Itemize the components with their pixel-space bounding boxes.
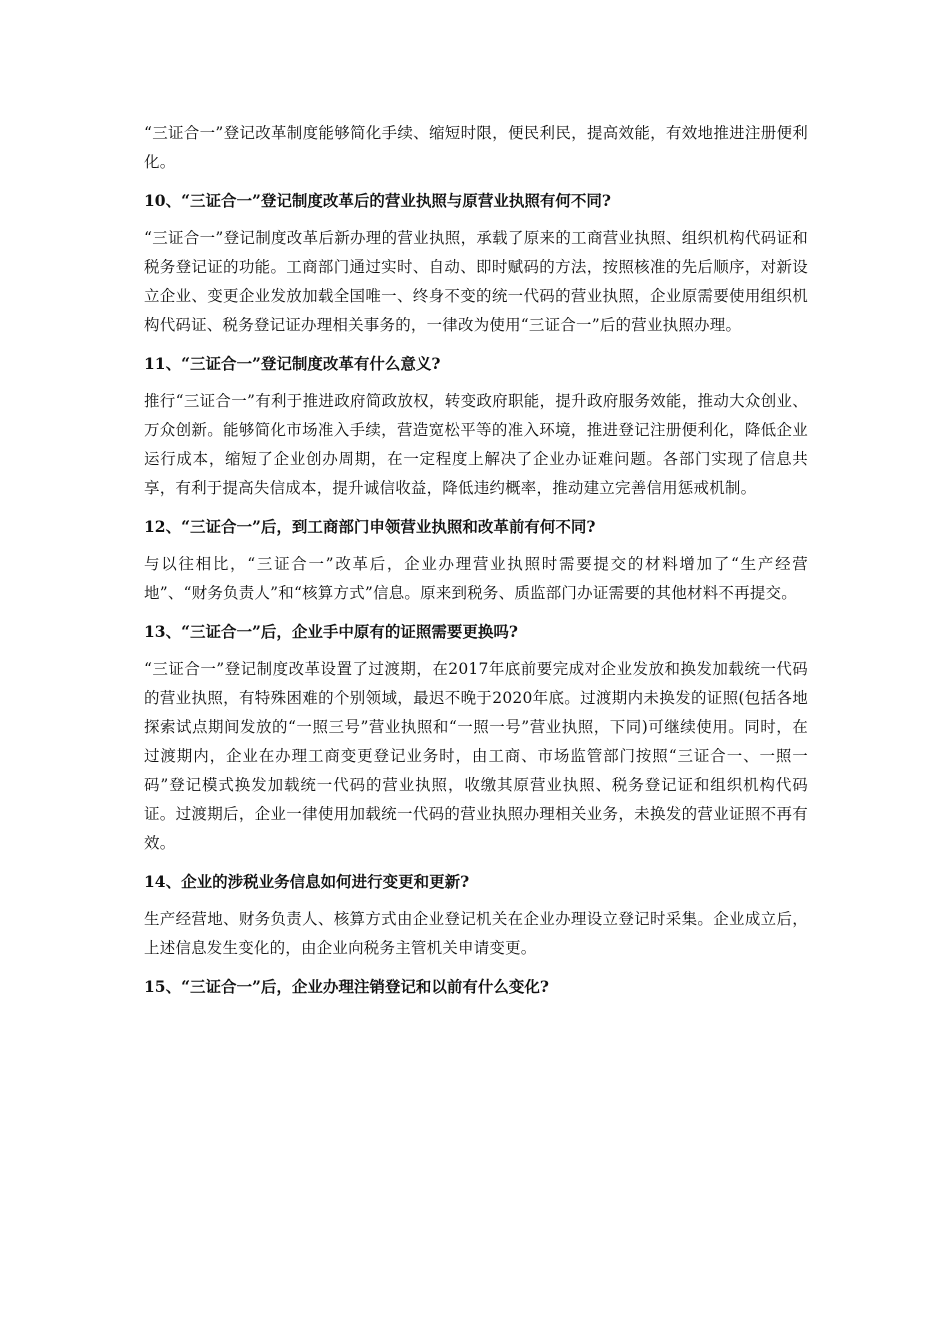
- question-12-heading: 12、“三证合一”后，到工商部门申领营业执照和改革前有何不同?: [144, 517, 596, 536]
- question-14-heading: 14、企业的涉税业务信息如何进行变更和更新?: [144, 872, 470, 891]
- answer-11-paragraph: 推行“三证合一”有利于推进政府简政放权，转变政府职能，提升政府服务效能，推动大众创业、万众创新。能够简化市场准入手续，营造宽松平等的准入环境，推进登记注册便利化，降低企业运行成本，缩短了企业创办周期，在一定程度上解决了企业办证难问题。各部门实现了信息共享，有利于提高失信成本，提升诚信收益，降低违约概率，推动建立完善信用惩戒机制。: [144, 392, 808, 497]
- answer-10-paragraph: “三证合一”登记制度改革后新办理的营业执照，承载了原来的工商营业执照、组织机构代码证和税务登记证的功能。工商部门通过实时、自动、即时赋码的方法，按照核准的先后顺序，对新设立企业、变更企业发放加载全国唯一、终身不变的统一代码的营业执照，企业原需要使用组织机构代码证、税务登记证办理相关事务的，一律改为使用“三证合一”后的营业执照办理。: [144, 229, 808, 334]
- answer-13-paragraph: “三证合一”登记制度改革设置了过渡期，在2017年底前要完成对企业发放和换发加载统一代码的营业执照，有特殊困难的个别领域，最迟不晚于2020年底。过渡期内未换发的证照(包括各地探索试点期间发放的“一照三号”营业执照和“一照一号”营业执照，下同)可继续使用。同时，在过渡期内，企业在办理工商变更登记业务时，由工商、市场监管部门按照“三证合一、一照一码”登记模式换发加载统一代码的营业执照，收缴其原营业执照、税务登记证和组织机构代码证。过渡期后，企业一律使用加载统一代码的营业执照办理相关业务，未换发的营业证照不再有效。: [144, 660, 808, 852]
- document-page: [144, 119, 808, 1010]
- answer-12-paragraph: 与以往相比，“三证合一”改革后，企业办理营业执照时需要提交的材料增加了“生产经营地”、“财务负责人”和“核算方式”信息。原来到税务、质监部门办证需要的其他材料不再提交。: [144, 555, 808, 602]
- intro-paragraph: “三证合一”登记改革制度能够简化手续、缩短时限，便民利民，提高效能，有效地推进注册便利化。: [144, 124, 808, 171]
- question-13-heading: 13、“三证合一”后，企业手中原有的证照需要更换吗?: [144, 622, 518, 641]
- question-10-heading: 10、“三证合一”登记制度改革后的营业执照与原营业执照有何不同?: [144, 191, 611, 210]
- question-11-heading: 11、“三证合一”登记制度改革有什么意义?: [144, 354, 441, 373]
- question-15-heading: 15、“三证合一”后，企业办理注销登记和以前有什么变化?: [144, 977, 549, 996]
- answer-14-paragraph: 生产经营地、财务负责人、核算方式由企业登记机关在企业办理设立登记时采集。企业成立后，上述信息发生变化的，由企业向税务主管机关申请变更。: [144, 910, 808, 957]
